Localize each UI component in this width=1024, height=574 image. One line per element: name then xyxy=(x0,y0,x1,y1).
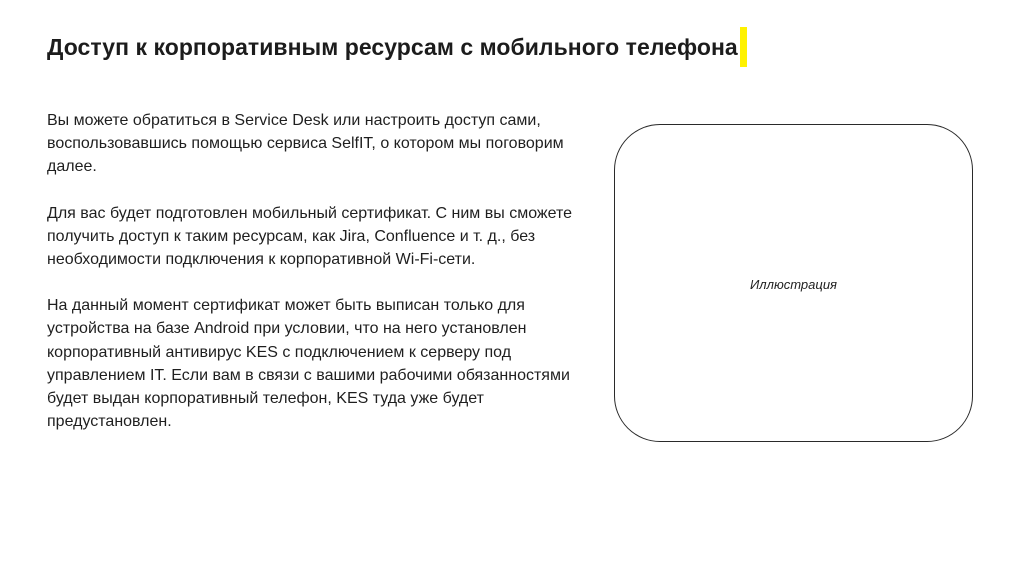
illustration-placeholder xyxy=(614,124,973,442)
illustration-label: Иллюстрация xyxy=(750,277,837,292)
page-title: Доступ к корпоративным ресурсам с мобильного телефона xyxy=(47,34,738,60)
title-row xyxy=(47,29,747,65)
paragraph-android-kes: На данный момент сертификат может быть выписан только для устройства на базе Android при условии, что на него установлен корпоративный антивирус KES с подключением к серверу под управлением IT. Если вам в связи с вашими рабочими обязанностями будет выдан корпоративный телефон, KES туда уже будет предустановлен. xyxy=(47,297,570,431)
paragraph-mobile-certificate: Для вас будет подготовлен мобильный сертификат. С ним вы сможете получить доступ к таким ресурсам, как Jira, Confluence и т. д., без необходимости подключения к корпоративной Wi-Fi-сети. xyxy=(47,204,573,269)
title-accent-bar xyxy=(740,27,747,67)
body-text xyxy=(47,109,592,456)
paragraph-service-desk: Вы можете обратиться в Service Desk или настроить доступ сами, воспользовавшись помощью сервиса SelfIT, о котором мы поговорим далее. xyxy=(47,112,564,176)
